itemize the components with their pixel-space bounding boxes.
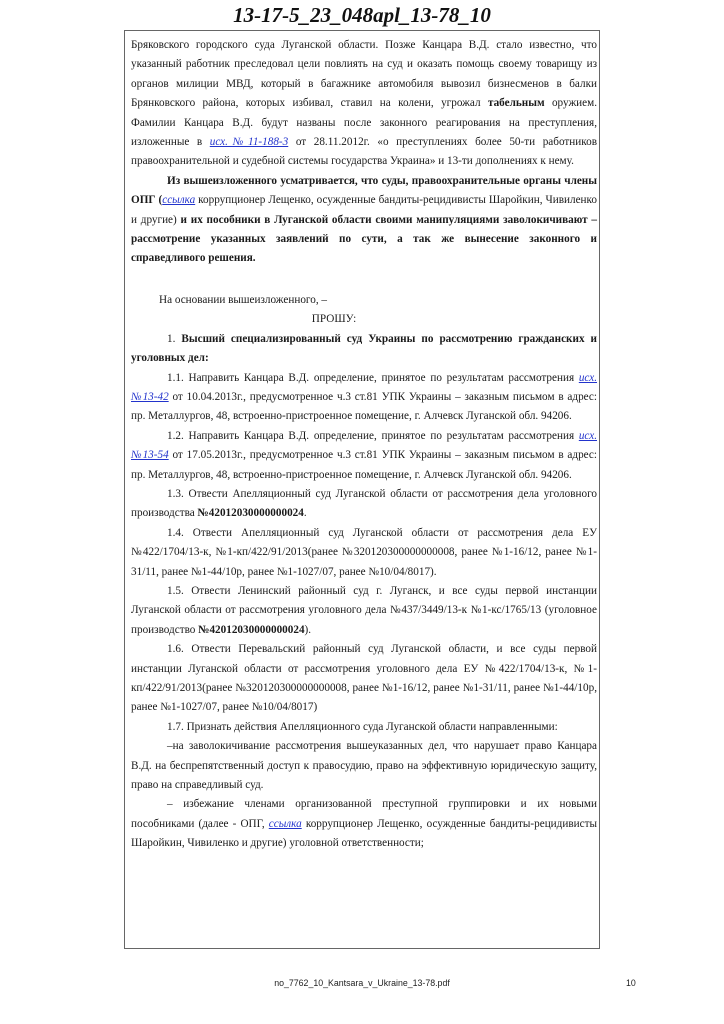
footer-page-number: 10 (626, 978, 636, 988)
text-run: оружием. Фамилии Канцара В.Д. будут названы после законного реагирования на преступления, изложенные в (131, 97, 597, 149)
text-run: . (303, 507, 307, 520)
text-run-bold: и их пособники в Луганской области своими манипуляциями заволокичивают – рассмотрение указанных заявлений по сути, а так же вынесение законного и справедливого решения. (131, 213, 597, 265)
spacer (131, 269, 597, 289)
case-number-bold: №42012030000000024 (197, 507, 304, 520)
item-number: 1. (167, 332, 182, 345)
text-run-bold: табельным (487, 97, 545, 110)
footer-filename: no_7762_10_Kantsara_v_Ukraine_13-78.pdf (274, 978, 450, 988)
case-number-bold: №42012030000000024 (198, 623, 305, 636)
item-text-bold: Высший специализированный суд Украины по рассмотрению гражданских и уголовных дел: (131, 332, 597, 365)
item-1-5 (131, 582, 597, 640)
dash-item-2 (131, 795, 597, 853)
item-1-6: 1.6. Отвести Перевальский районный суд Луганской области, и все суды первой инстанции Луганской области от рассмотрения уголовного дела ЕУ №422/1704/13-к, №1-кп/422/91/2013(ранее №320120300000000008, ранее №1-16/12, ранее №1-31/11, ранее №1-44/10р, ранее №1-1027/07, ранее №10/04/8017) (131, 643, 597, 714)
text-run: от 28.11.2012г. «о преступлениях более 50-ти работников правоохранительной и судебной системы государства Украина» и 13-ти дополнениях к нему. (131, 136, 598, 168)
link-ssylka[interactable]: ссылка (162, 194, 196, 207)
item-1-2 (131, 427, 597, 485)
document-header-title: 13-17-5_23_048apl_13-78_10 (233, 3, 491, 27)
text-run: 1.3. Отвести Апелляционный суд Луганской области от рассмотрения дела уголовного производства (131, 487, 597, 520)
text-run-bold: Из вышеизложенного усматривается, что суды, правоохранительные органы члены ОПГ ( (131, 174, 597, 207)
text-run: 1.2. Направить Канцара В.Д. определение, принятое по результатам рассмотрения (167, 429, 579, 442)
link-ref-13-54[interactable]: исх.№13-54 (131, 429, 597, 462)
document-body (131, 36, 597, 854)
text-run: коррупционер Лещенко, осужденные бандиты-рецидивисты Шаройкин, Чивиленко и другие) (131, 194, 597, 226)
text-run: 1.1. Направить Канцара В.Д. определение, принятое по результатам рассмотрения (167, 371, 579, 384)
text-run: 1.5. Отвести Ленинский районный суд г. Луганск, и все суды первой инстанции Луганской области от рассмотрения уголовного дела №437/3449/13-к №1-кс/1765/13 (уголовное производство (131, 584, 597, 636)
paragraph-conclusion (131, 172, 597, 269)
page-footer (0, 978, 724, 994)
request-heading: ПРОШУ: (311, 313, 357, 326)
paragraph-intro (131, 36, 597, 172)
text-run: – избежание членами организованной преступной группировки и их новыми пособниками (далее - ОПГ, (131, 798, 597, 830)
link-ref-11-188-3[interactable]: исх.№11-188-3 (209, 136, 289, 149)
item-1 (131, 330, 597, 369)
text-run: Бряковского городского суда Луганской области. Позже Канцара В.Д. стало известно, что указанный работник преследовал цели повлиять на суд и оказать помощь своему товарищу из органов милиции МВД, который в багажнике автомобиля вывозил бизнесменов в балки Брянковского района, которых избивал, ставил на колени, угрожал (131, 39, 597, 110)
dash-item-1: –на заволокичивание рассмотрения вышеуказанных дел, что нарушает право Канцара В.Д. на беспрепятственный доступ к правосудию, право на эффективную юридическую защиту, право на справедливый суд. (131, 740, 597, 792)
item-1-7: 1.7. Признать действия Апелляционного суда Луганской области направленными: (167, 720, 558, 733)
text-run: ). (304, 623, 312, 636)
text-run: коррупционер Лещенко, осужденные бандиты-рецидивисты Шаройкин, Чивиленко и другие) уголовной ответственности; (131, 817, 597, 850)
link-ssylka-2[interactable]: ссылка (268, 817, 302, 830)
item-1-4: 1.4. Отвести Апелляционный суд Луганской области от рассмотрения дела ЕУ №422/1704/13-к, №1-кп/422/91/2013(ранее №320120300000000008, ранее №1-16/12, ранее №1-31/11, ранее №1-44/10р, ранее №1-1027/07, ранее №10/04/8017). (131, 526, 597, 578)
item-1-3 (131, 485, 597, 524)
text-run: от 17.05.2013г., предусмотренное ч.3 ст.81 УПК Украины – заказным письмом в адрес: пр. Металлургов, 48, встроенно-пристроенное помещение, г. Алчевск Луганской обл. 94206. (131, 449, 597, 481)
link-ref-13-42[interactable]: исх.№13-42 (131, 371, 597, 403)
item-1-1 (131, 369, 597, 427)
basis-line: На основании вышеизложенного, – (159, 293, 328, 306)
text-run: от 10.04.2013г., предусмотренное ч.3 ст.81 УПК Украины – заказным письмом в адрес: пр. Металлургов, 48, встроенно-пристроенное помещение, г. Алчевск Луганской обл. 94206. (131, 390, 597, 423)
